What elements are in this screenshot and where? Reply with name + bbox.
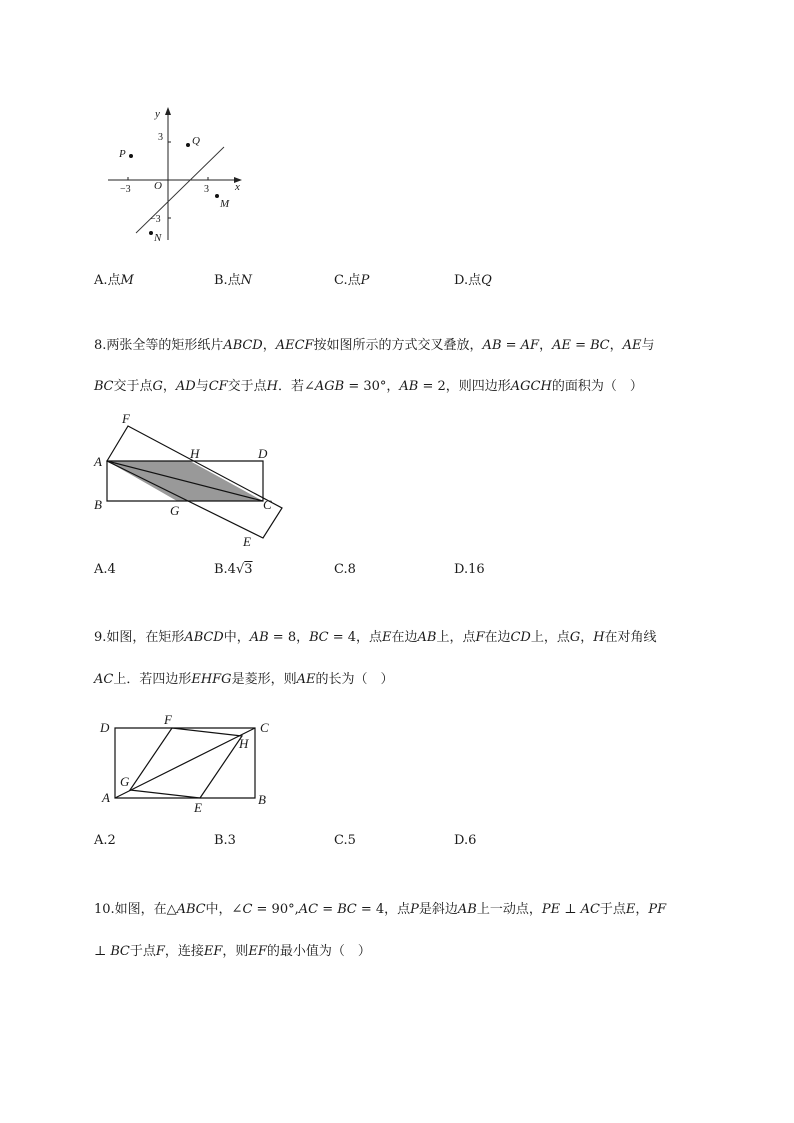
q8-overlapping-rectangles-figure	[92, 408, 282, 553]
label-E: E	[194, 800, 202, 815]
q8-option-b-prefix: B.4	[214, 562, 236, 577]
q8-options	[94, 562, 594, 580]
q9-option-c: C.5	[334, 833, 356, 848]
label-A: A	[102, 790, 110, 805]
q7-coordinate-figure	[100, 100, 260, 250]
y-axis-arrow	[165, 107, 171, 115]
label-M: M	[220, 198, 230, 210]
q8-option-b	[214, 562, 253, 577]
point-P	[129, 154, 133, 158]
sqrt-sign: √	[235, 562, 245, 577]
label-B: B	[94, 497, 102, 512]
q9-option-d: D.6	[454, 833, 477, 848]
q7-option-b: B.点𝑁	[214, 273, 253, 288]
label-F: F	[164, 712, 172, 727]
q7-option-c: C.点𝑃	[334, 273, 370, 288]
q10-stem-line-2: ⊥ 𝐵𝐶于点𝐹，连接𝐸𝐹，则𝐸𝐹的最小值为（ ）	[94, 944, 371, 959]
point-M	[215, 194, 219, 198]
tick-label-neg3-y: −3	[150, 214, 161, 225]
y-axis-label: y	[155, 108, 160, 120]
label-C: C	[263, 497, 272, 512]
diagonal-AC	[115, 728, 255, 798]
q8-option-a: A.4	[94, 562, 116, 577]
q8-option-b-radicand: 3	[244, 562, 253, 577]
x-axis-label: x	[235, 181, 240, 193]
label-D: D	[100, 720, 110, 735]
label-H: H	[239, 736, 249, 751]
tick-label-neg3-x: −3	[120, 184, 131, 195]
q9-option-a: A.2	[94, 833, 116, 848]
q7-option-a: A.点𝑀	[94, 273, 134, 288]
q10-stem-line-1: 10.如图，在△𝐴𝐵𝐶中，∠𝐶 = 90°,𝐴𝐶 = 𝐵𝐶 = 4，点𝑃是斜边𝐴𝐵上一动点，𝑃𝐸 ⊥ 𝐴𝐶于点𝐸，𝑃𝐹	[94, 902, 667, 917]
point-N	[149, 231, 153, 235]
tick-label-3-y: 3	[158, 132, 163, 143]
q7-options	[94, 269, 594, 287]
q9-option-b: B.3	[214, 833, 236, 848]
label-F: F	[122, 411, 130, 426]
q8-option-c: C.8	[334, 562, 356, 577]
q9-options	[94, 833, 594, 851]
label-D: D	[258, 446, 268, 461]
label-G: G	[120, 774, 130, 789]
q7-option-d: D.点𝑄	[454, 273, 492, 288]
label-A: A	[94, 454, 102, 469]
label-P: P	[119, 148, 126, 160]
origin-label: O	[154, 180, 162, 192]
label-N: N	[154, 232, 162, 244]
label-B: B	[258, 792, 266, 807]
q8-option-d: D.16	[454, 562, 485, 577]
q9-stem-line-1: 9.如图，在矩形𝐴𝐵𝐶𝐷中，𝐴𝐵 = 8，𝐵𝐶 = 4，点𝐸在边𝐴𝐵上，点𝐹在边𝐶𝐷上，点𝐺，𝐻在对角线	[94, 630, 657, 645]
q9-stem-line-2: 𝐴𝐶上．若四边形𝐸𝐻𝐹𝐺是菱形，则𝐴𝐸的长为（ ）	[94, 672, 394, 687]
label-H: H	[190, 446, 200, 461]
label-C: C	[260, 720, 269, 735]
point-Q	[186, 143, 190, 147]
label-Q: Q	[192, 135, 200, 147]
q8-stem-line-1: 8.两张全等的矩形纸片𝐴𝐵𝐶𝐷，𝐴𝐸𝐶𝐹按如图所示的方式交叉叠放，𝐴𝐵 = 𝐴𝐹，𝐴𝐸 = 𝐵𝐶，𝐴𝐸与	[94, 338, 655, 353]
label-G: G	[170, 503, 180, 518]
q9-rhombus-in-rectangle-figure	[92, 710, 282, 820]
label-E: E	[243, 534, 251, 549]
q8-stem-line-2: 𝐵𝐶交于点𝐺，𝐴𝐷与𝐶𝐹交于点𝐻．若∠𝐴𝐺𝐵 = 30°，𝐴𝐵 = 2，则四边形𝐴𝐺𝐶𝐻的面积为（ ）	[94, 379, 643, 394]
tick-label-3-x: 3	[204, 184, 209, 195]
